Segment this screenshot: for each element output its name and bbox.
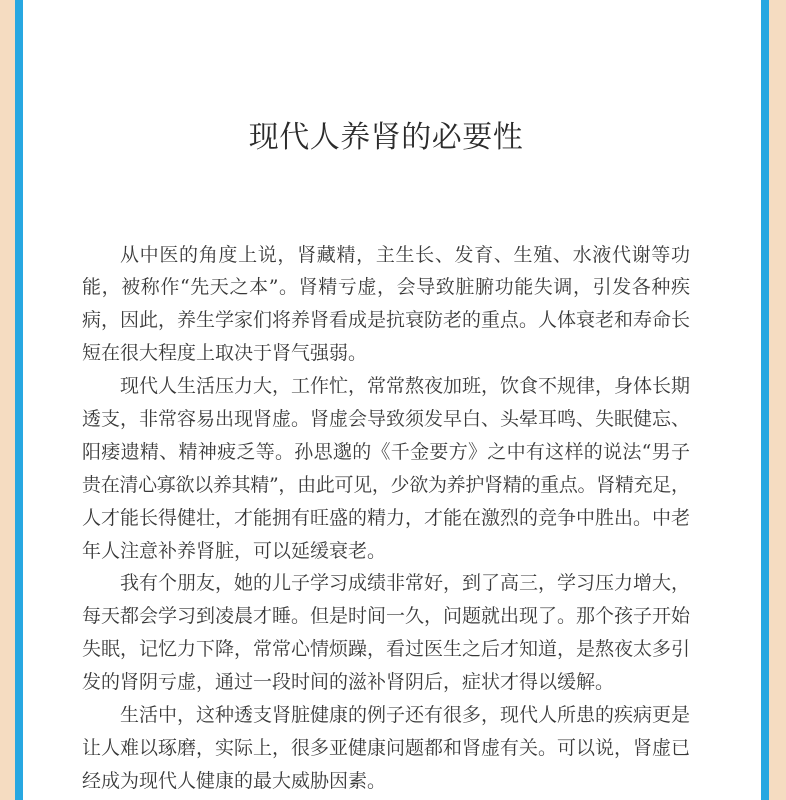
article-paragraph <box>82 567 690 699</box>
page-sheet <box>23 0 761 800</box>
outer-background-left <box>0 0 15 800</box>
text-line: 现代人生活压力大，工作忙，常常熬夜加班，饮食不规律，身体长期 <box>120 375 690 398</box>
page-title: 现代人养肾的必要性 <box>248 120 524 155</box>
text-line: 贵在清心寡欲以养其精”，由此可见，少欲为养护肾精的重点。肾精充足， <box>82 473 690 496</box>
text-line: 透支，非常容易出现肾虚。肾虚会导致须发早白、头晕耳鸣、失眠健忘、 <box>82 407 690 430</box>
text-line: 让人难以琢磨，实际上，很多亚健康问题都和肾虚有关。可以说，肾虚已 <box>82 736 690 759</box>
text-line: 失眠，记忆力下降，常常心情烦躁，看过医生之后才知道，是熬夜太多引 <box>82 638 690 661</box>
text-line: 经成为现代人健康的最大威胁因素。 <box>82 769 387 792</box>
text-line: 年人注意补养肾脏，可以延缓衰老。 <box>82 539 387 562</box>
text-line: 短在很大程度上取决于肾气强弱。 <box>82 342 368 365</box>
article-paragraph <box>82 239 690 371</box>
text-line: 发的肾阴亏虚，通过一段时间的滋补肾阴后，症状才得以缓解。 <box>82 671 615 694</box>
text-line: 病，因此，养生学家们将养肾看成是抗衰防老的重点。人体衰老和寿命长 <box>82 309 690 332</box>
text-line: 阳痿遗精、精神疲乏等。孙思邈的《千金要方》之中有这样的说法“男子 <box>82 440 691 463</box>
text-line: 从中医的角度上说，肾藏精，主生长、发育、生殖、水液代谢等功 <box>120 243 691 266</box>
text-line: 我有个朋友，她的儿子学习成绩非常好，到了高三，学习压力增大， <box>120 572 690 595</box>
page-border-left <box>15 0 23 800</box>
text-line: 能，被称作“先天之本”。肾精亏虚，会导致脏腑功能失调，引发各种疾 <box>82 276 691 299</box>
article-body <box>82 239 690 798</box>
article-paragraph <box>82 370 690 567</box>
outer-background-right <box>769 0 786 800</box>
article-paragraph <box>82 699 690 798</box>
text-line: 人才能长得健壮，才能拥有旺盛的精力，才能在激烈的竞争中胜出。中老 <box>82 506 690 529</box>
page-border-right <box>761 0 769 800</box>
text-line: 每天都会学习到凌晨才睡。但是时间一久，问题就出现了。那个孩子开始 <box>82 605 690 628</box>
text-line: 生活中，这种透支肾脏健康的例子还有很多，现代人所患的疾病更是 <box>120 703 690 726</box>
